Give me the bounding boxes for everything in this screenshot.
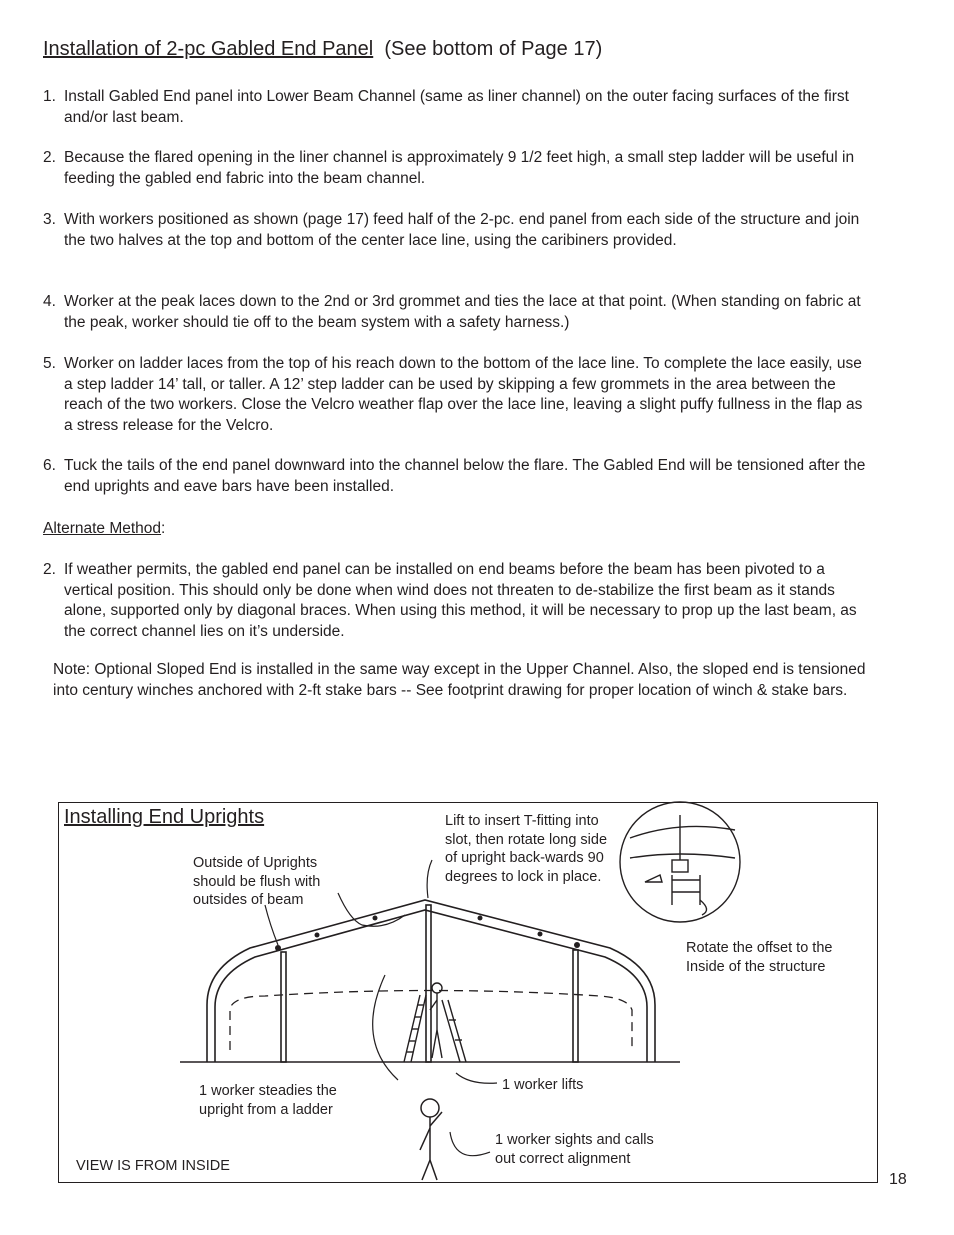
step-text: If weather permits, the gabled end panel can be installed on end beams before the beam has been pivoted to a vertical position. This should only be done when wind does not threaten to de-stabilize the first beam as it stands alone, supported only by diagonal braces. When using this method, it will be necessary to prop up the last beam, as the correct channel lies on it’s underside.	[64, 561, 857, 641]
step-number: 6.	[43, 457, 56, 474]
figure-title: Installing End Uprights	[64, 806, 265, 828]
label-worker-lifts: 1 worker lifts	[502, 1077, 584, 1093]
alternate-method-label: Alternate Method	[43, 520, 162, 537]
label-lift-insert: Lift to insert T-fitting into slot, then rotate long side of upright back-wards 90 degrees to lock in place.	[445, 813, 608, 886]
step-text: Install Gabled End panel into Lower Beam Channel (same as liner channel) on the outer facing surfaces of the first and/or last beam.	[64, 88, 849, 126]
step-ladder	[404, 995, 466, 1062]
title-main: Installation of 2-pc Gabled End Panel	[43, 38, 374, 60]
step-text: Tuck the tails of the end panel downward into the channel below the flare. The Gabled End will be tensioned after the end uprights and eave bars have been installed.	[64, 457, 866, 495]
step-number: 5.	[43, 355, 56, 372]
step-text: Worker on ladder laces from the top of his reach down to the bottom of the lace line. To complete the lace easily, use a step ladder 14’ tall, or taller. A 12’ step ladder can be used by skipping a few grommets in the area between the reach of the two workers. Close the Velcro weather flap over the lace line, leaving a slight puffy fullness in the flap as a stress release for the Velcro.	[64, 355, 863, 435]
step-number: 2.	[43, 149, 56, 166]
step-number: 4.	[43, 293, 56, 310]
label-rotate-offset: Rotate the offset to the Inside of the structure	[686, 940, 833, 975]
step-number: 2.	[43, 561, 56, 578]
label-worker-steadies: 1 worker steadies the upright from a ladder	[199, 1083, 337, 1118]
beam-joints	[275, 916, 580, 952]
step-number: 3.	[43, 211, 56, 228]
step-text: Because the flared opening in the liner channel is approximately 9 1/2 feet high, a small step ladder will be useful in feeding the gabled end fabric into the beam channel.	[64, 149, 855, 187]
step-text: With workers positioned as shown (page 17) feed half of the 2-pc. end panel from each side of the structure and join the two halves at the top and bottom of the center lace line, using the caribiners provided.	[64, 211, 860, 249]
label-flush-uprights: Outside of Uprights should be flush with outsides of beam	[193, 855, 321, 909]
inset-detail	[620, 802, 740, 922]
note-paragraph: Note: Optional Sloped End is installed in the same way except in the Upper Channel. Also, the sloped end is tensioned into century winches anchored with 2-ft stake bars -- See footprint drawing for proper location of winch & stake bars.	[53, 661, 866, 699]
label-view-from-inside: VIEW IS FROM INSIDE	[76, 1158, 230, 1174]
title-reference: (See bottom of Page 17)	[384, 38, 603, 60]
alternate-method-colon: :	[161, 520, 166, 537]
label-worker-sights: 1 worker sights and calls out correct alignment	[495, 1132, 654, 1167]
standing-worker	[420, 1099, 442, 1180]
step-text: Worker at the peak laces down to the 2nd or 3rd grommet and ties the lace at that point. (When standing on fabric at the peak, worker should tie off to the beam system with a safety harness.)	[64, 293, 861, 331]
page-number: 18	[889, 1171, 907, 1188]
step-number: 1.	[43, 88, 56, 105]
building-frame	[180, 900, 680, 1062]
